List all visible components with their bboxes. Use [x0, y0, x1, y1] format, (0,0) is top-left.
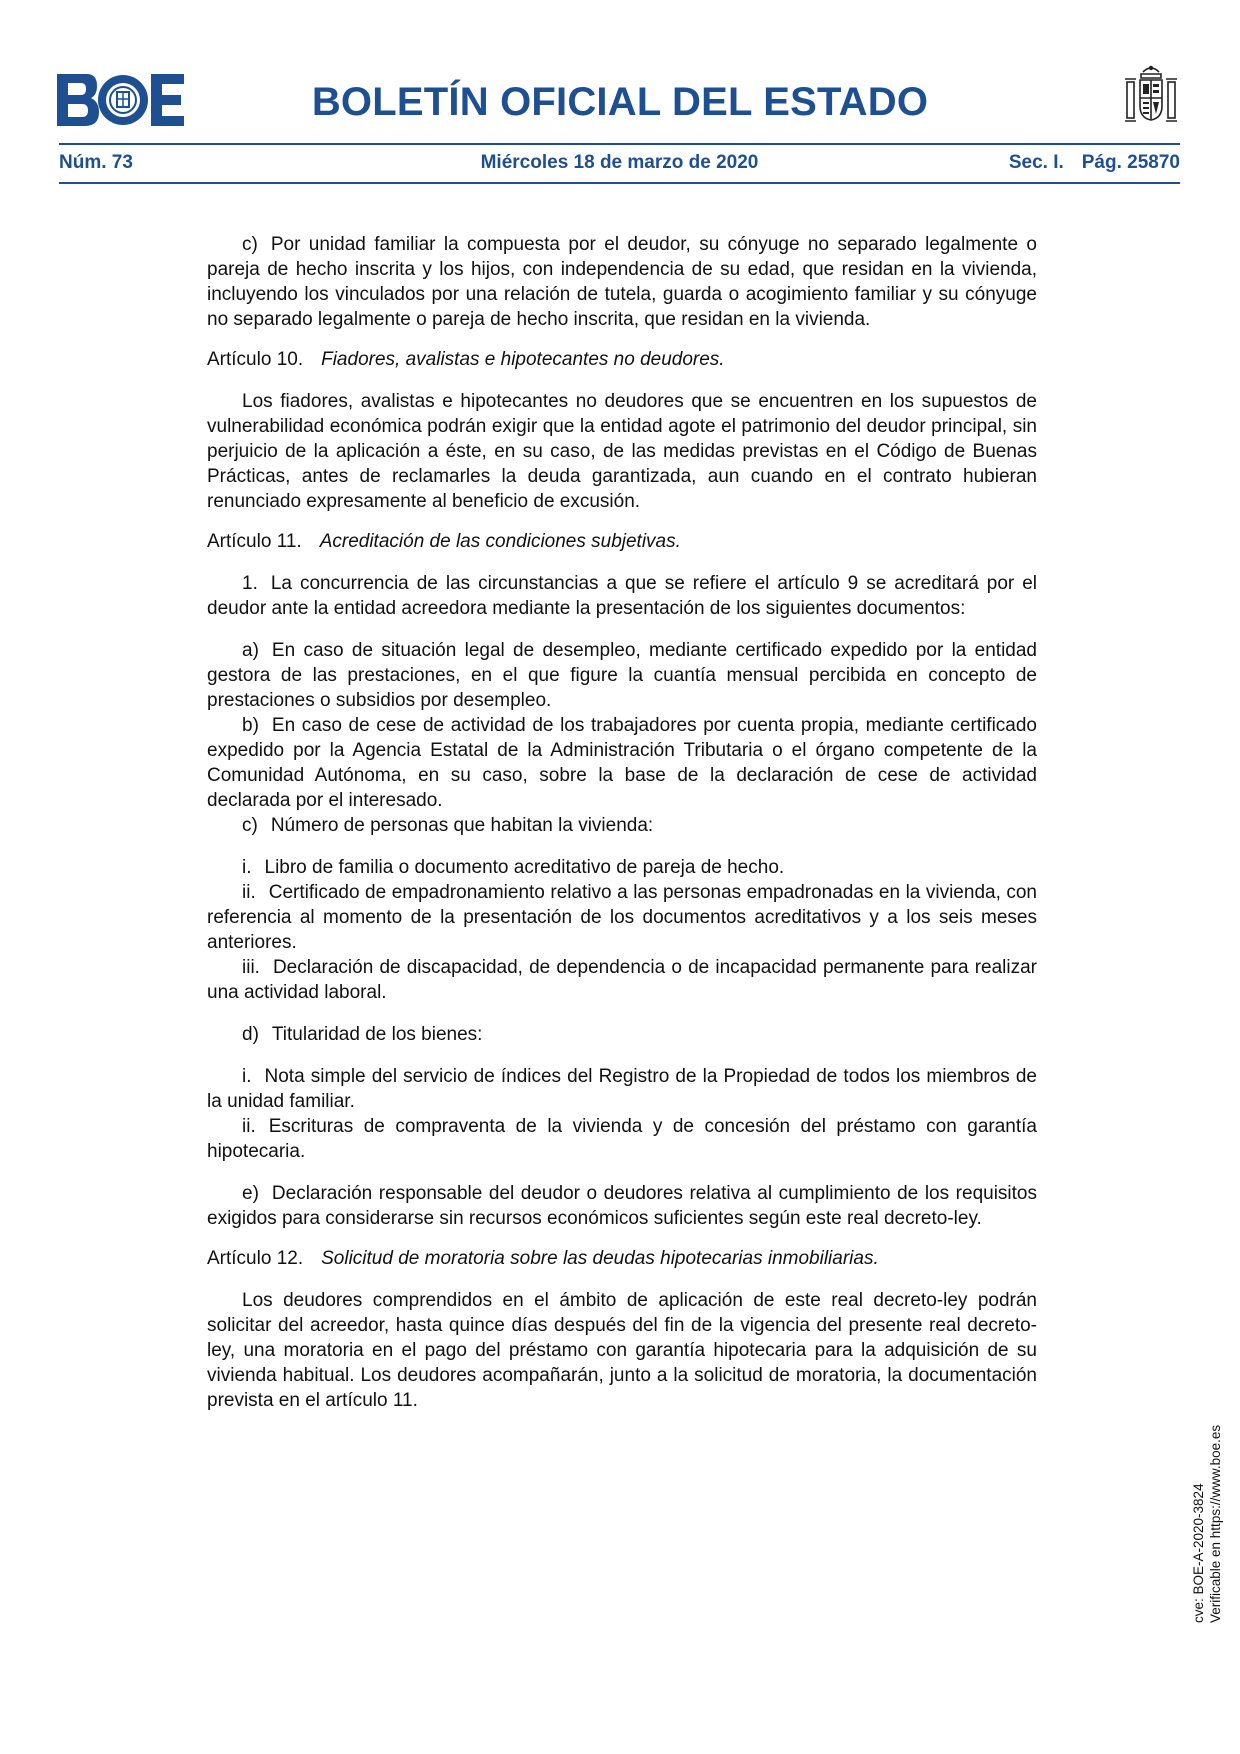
boe-logo	[57, 74, 184, 126]
spain-coat-of-arms-icon	[1122, 62, 1180, 132]
article-11-heading	[207, 529, 1037, 554]
page-title: BOLETÍN OFICIAL DEL ESTADO	[311, 80, 929, 124]
article-11-item-c-ii	[207, 880, 1037, 955]
article-title: Acreditación de las condiciones subjetivas.	[319, 531, 681, 552]
issue-date: Miércoles 18 de marzo de 2020	[480, 152, 759, 173]
article-11-item-e	[207, 1181, 1037, 1231]
article-title: Fiadores, avalistas e hipotecantes no deudores.	[321, 349, 725, 370]
article-11-item-d	[207, 1022, 1037, 1047]
item-label: e)	[242, 1183, 259, 1204]
verify-link[interactable]: Verificable en https://www.boe.es	[1208, 1424, 1223, 1623]
item-label: b)	[242, 715, 259, 736]
item-label: 1.	[242, 573, 258, 594]
article-11-paragraph-1	[207, 571, 1037, 621]
item-label: ii.	[242, 1116, 256, 1137]
item-text: Escrituras de compraventa de la vivienda y de concesión del préstamo con garantía hipotecaria.	[207, 1116, 1037, 1162]
article-11-item-d-ii	[207, 1114, 1037, 1164]
article-title: Solicitud de moratoria sobre las deudas hipotecarias inmobiliarias.	[321, 1248, 879, 1269]
section-label: Sec. I.	[1008, 152, 1064, 173]
article-number: Artículo 10.	[207, 349, 304, 370]
item-text: En caso de cese de actividad de los trabajadores por cuenta propia, mediante certificado expedido por la Agencia Estatal de la Administración Tributaria o el órgano competente de la Comunidad Autónoma, en su caso, sobre la base de la declaración de cese de actividad declarada por el interesado.	[207, 715, 1037, 811]
item-label: iii.	[242, 957, 260, 978]
item-text: Libro de familia o documento acreditativo de pareja de hecho.	[264, 857, 785, 878]
paragraph-unidad-familiar	[207, 232, 1037, 332]
cve-code: cve: BOE-A-2020-3824	[1191, 1483, 1206, 1623]
item-label: a)	[242, 640, 259, 661]
item-text: Nota simple del servicio de índices del Registro de la Propiedad de todos los miembros de la unidad familiar.	[207, 1066, 1037, 1112]
item-text: Por unidad familiar la compuesta por el deudor, su cónyuge no separado legalmente o pareja de hecho inscrita y los hijos, con independencia de su edad, que residan en la vivienda, incluyendo los vinculados por una relación de tutela, guarda o acogimiento familiar y su cónyuge no separado legalmente o pareja de hecho inscrita, que residan en la vivienda.	[207, 234, 1037, 330]
item-label: ii.	[242, 882, 256, 903]
header-bottom-rule	[59, 182, 1180, 184]
cve-sidebar	[1190, 1283, 1224, 1623]
article-12-heading	[207, 1246, 1037, 1271]
item-label: c)	[242, 815, 258, 836]
item-text: Número de personas que habitan la vivienda:	[270, 815, 654, 836]
article-11-item-c-iii	[207, 955, 1037, 1005]
article-12-text: Los deudores comprendidos en el ámbito de aplicación de este real decreto-ley podrán solicitar del acreedor, hasta quince días después del fin de la vigencia del presente real decreto-ley, una moratoria en el pago del préstamo con garantía hipotecaria para la adquisición de su vivienda habitual. Los deudores acompañarán, junto a la solicitud de moratoria, la documentación prevista en el artículo 11.	[207, 1290, 1037, 1411]
article-number: Artículo 12.	[207, 1248, 304, 1269]
item-label: i.	[242, 857, 252, 878]
item-text: En caso de situación legal de desempleo, mediante certificado expedido por la entidad gestora de las prestaciones, en el que figure la cuantía mensual percibida en concepto de prestaciones o subsidios por desempleo.	[207, 640, 1037, 711]
article-10-heading	[207, 347, 1037, 372]
page-number: Pág. 25870	[1081, 152, 1180, 173]
header-top-rule	[59, 143, 1180, 145]
document-body	[207, 232, 1037, 1413]
item-text: Titularidad de los bienes:	[271, 1024, 483, 1045]
article-number: Artículo 11.	[207, 531, 302, 552]
item-text: La concurrencia de las circunstancias a que se refiere el artículo 9 se acreditará por el deudor ante la entidad acreedora mediante la presentación de los siguientes documentos:	[207, 573, 1037, 619]
article-11-item-d-i	[207, 1064, 1037, 1114]
item-text: Declaración de discapacidad, de dependencia o de incapacidad permanente para realizar una actividad laboral.	[207, 957, 1037, 1003]
article-11-item-a	[207, 638, 1037, 713]
article-10-text: Los fiadores, avalistas e hipotecantes no deudores que se encuentren en los supuestos de vulnerabilidad económica podrán exigir que la entidad agote el patrimonio del deudor principal, sin perjuicio de la aplicación a éste, en su caso, de las medidas previstas en el Código de Buenas Prácticas, antes de reclamarles la deuda garantizada, aun cuando en el contrato hubieran renunciado expresamente al beneficio de excusión.	[207, 391, 1037, 512]
section-page	[1009, 152, 1180, 174]
article-11-item-c-i	[207, 855, 1037, 880]
item-label: c)	[242, 234, 258, 255]
header-meta-row	[59, 152, 1180, 176]
article-11-item-c	[207, 813, 1037, 838]
issue-number: Núm. 73	[59, 152, 133, 173]
item-label: d)	[242, 1024, 259, 1045]
item-label: i.	[242, 1066, 252, 1087]
article-11-item-b	[207, 713, 1037, 813]
item-text: Declaración responsable del deudor o deudores relativa al cumplimiento de los requisitos exigidos para considerarse sin recursos económicos suficientes según este real decreto-ley.	[207, 1183, 1037, 1229]
item-text: Certificado de empadronamiento relativo a las personas empadronadas en la vivienda, con referencia al momento de la presentación de los documentos acreditativos y a los seis meses anteriores.	[207, 882, 1037, 953]
